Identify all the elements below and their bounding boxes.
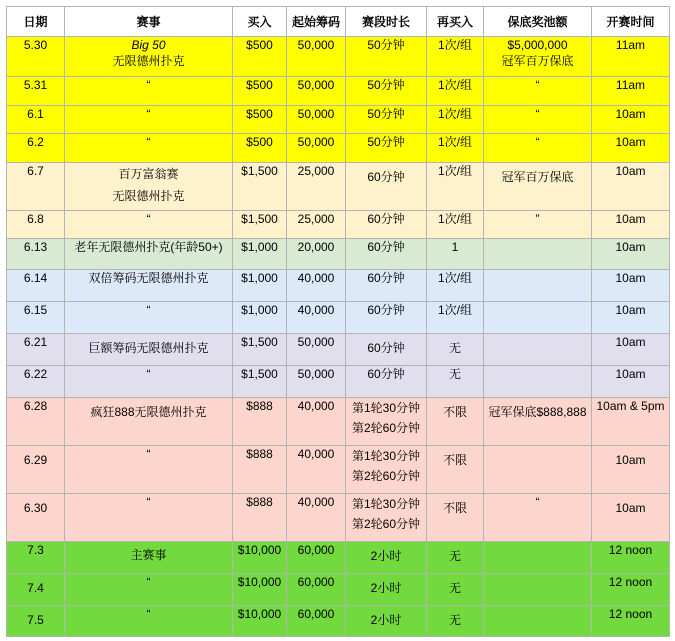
rebuy-cell: 1次/组 xyxy=(427,211,484,239)
chips-cell: 40,000 xyxy=(287,398,346,446)
level-round-1: 第1轮30分钟 xyxy=(351,401,421,415)
rebuy-cell: 1次/组 xyxy=(427,37,484,77)
level-cell: 50分钟 xyxy=(346,106,427,134)
buyin-cell: $888 xyxy=(233,446,287,494)
date-cell: 5.31 xyxy=(7,77,65,106)
date-cell: 6.8 xyxy=(7,211,65,239)
event-cell xyxy=(65,37,233,77)
level-round-2: 第2轮60分钟 xyxy=(351,421,421,435)
table-row xyxy=(7,163,670,211)
header-level-duration: 赛段时长 xyxy=(346,7,427,37)
event-cell: “ xyxy=(65,211,233,239)
buyin-cell: $10,000 xyxy=(233,542,287,574)
buyin-cell: $888 xyxy=(233,494,287,542)
level-round-1: 第1轮30分钟 xyxy=(351,497,421,511)
date-cell: 6.14 xyxy=(7,270,65,302)
buyin-cell: $10,000 xyxy=(233,606,287,637)
table-row xyxy=(7,398,670,446)
rebuy-cell: 无 xyxy=(427,366,484,398)
rebuy-cell: 不限 xyxy=(427,494,484,542)
level-cell: 60分钟 xyxy=(346,239,427,270)
rebuy-cell: 不限 xyxy=(427,446,484,494)
start-cell: 10am xyxy=(592,211,670,239)
buyin-cell: $1,500 xyxy=(233,334,287,366)
level-round-2: 第2轮60分钟 xyxy=(351,517,421,531)
buyin-cell: $500 xyxy=(233,134,287,163)
chips-cell: 20,000 xyxy=(287,239,346,270)
table-row xyxy=(7,542,670,574)
level-cell: 60分钟 xyxy=(346,302,427,334)
level-cell: 2小时 xyxy=(346,542,427,574)
event-subtitle: 无限德州扑克 xyxy=(112,189,185,203)
buyin-cell: $1,000 xyxy=(233,270,287,302)
start-cell: 10am & 5pm xyxy=(592,398,670,446)
chips-cell: 60,000 xyxy=(287,606,346,637)
chips-cell: 50,000 xyxy=(287,334,346,366)
buyin-cell: $888 xyxy=(233,398,287,446)
buyin-cell: $10,000 xyxy=(233,574,287,606)
table-row xyxy=(7,77,670,106)
start-cell: 12 noon xyxy=(592,606,670,637)
rebuy-cell: 1次/组 xyxy=(427,270,484,302)
level-cell: 2小时 xyxy=(346,574,427,606)
table-row xyxy=(7,134,670,163)
chips-cell: 25,000 xyxy=(287,211,346,239)
start-cell: 10am xyxy=(592,270,670,302)
chips-cell: 50,000 xyxy=(287,77,346,106)
table-row xyxy=(7,606,670,637)
guarantee-cell: “ xyxy=(484,106,592,134)
rebuy-cell: 1 xyxy=(427,239,484,270)
guarantee-cell xyxy=(484,334,592,366)
table-row xyxy=(7,239,670,270)
guarantee-cell xyxy=(484,446,592,494)
table-row xyxy=(7,270,670,302)
buyin-cell: $1,000 xyxy=(233,239,287,270)
start-cell: 10am xyxy=(592,366,670,398)
rebuy-cell: 无 xyxy=(427,574,484,606)
table-row xyxy=(7,106,670,134)
date-cell: 5.30 xyxy=(7,37,65,77)
date-cell: 7.5 xyxy=(7,606,65,637)
event-cell: “ xyxy=(65,302,233,334)
date-cell: 6.21 xyxy=(7,334,65,366)
table-row xyxy=(7,574,670,606)
level-cell xyxy=(346,446,427,494)
level-round-1: 第1轮30分钟 xyxy=(351,449,421,463)
start-cell: 10am xyxy=(592,302,670,334)
guarantee-cell: “ xyxy=(484,494,592,542)
level-cell: 60分钟 xyxy=(346,163,427,211)
chips-cell: 50,000 xyxy=(287,37,346,77)
guarantee-cell: 冠军保底$888,888 xyxy=(484,398,592,446)
start-cell: 10am xyxy=(592,134,670,163)
rebuy-cell: 无 xyxy=(427,542,484,574)
table-row xyxy=(7,334,670,366)
table-row xyxy=(7,366,670,398)
level-cell: 60分钟 xyxy=(346,211,427,239)
rebuy-cell: 1次/组 xyxy=(427,106,484,134)
header-guarantee: 保底奖池额 xyxy=(484,7,592,37)
buyin-cell: $1,500 xyxy=(233,163,287,211)
event-name: 百万富翁赛 xyxy=(118,167,179,181)
event-cell: “ xyxy=(65,366,233,398)
header-starting-chips: 起始筹码 xyxy=(287,7,346,37)
rebuy-cell: 1次/组 xyxy=(427,163,484,211)
date-cell: 6.28 xyxy=(7,398,65,446)
start-cell: 10am xyxy=(592,334,670,366)
chips-cell: 50,000 xyxy=(287,106,346,134)
header-rebuy: 再买入 xyxy=(427,7,484,37)
header-date: 日期 xyxy=(7,7,65,37)
rebuy-cell: 无 xyxy=(427,606,484,637)
guarantee-cell: ” xyxy=(484,211,592,239)
table-row xyxy=(7,302,670,334)
start-cell: 10am xyxy=(592,163,670,211)
date-cell: 6.30 xyxy=(7,494,65,542)
date-cell: 6.1 xyxy=(7,106,65,134)
date-cell: 6.22 xyxy=(7,366,65,398)
chips-cell: 50,000 xyxy=(287,366,346,398)
event-cell: “ xyxy=(65,606,233,637)
start-cell: 11am xyxy=(592,37,670,77)
guarantee-note: 冠军百万保底 xyxy=(501,54,574,68)
start-cell: 10am xyxy=(592,446,670,494)
level-cell: 50分钟 xyxy=(346,37,427,77)
chips-cell: 40,000 xyxy=(287,494,346,542)
level-cell xyxy=(346,494,427,542)
guarantee-cell: “ xyxy=(484,77,592,106)
event-cell: 巨额筹码无限德州扑克 xyxy=(65,334,233,366)
chips-cell: 60,000 xyxy=(287,542,346,574)
date-cell: 7.3 xyxy=(7,542,65,574)
event-cell: “ xyxy=(65,106,233,134)
chips-cell: 40,000 xyxy=(287,270,346,302)
event-cell: “ xyxy=(65,77,233,106)
guarantee-cell xyxy=(484,606,592,637)
header-row xyxy=(7,7,670,37)
event-cell xyxy=(65,163,233,211)
table-row xyxy=(7,37,670,77)
level-cell: 60分钟 xyxy=(346,270,427,302)
buyin-cell: $1,500 xyxy=(233,211,287,239)
start-cell: 12 noon xyxy=(592,542,670,574)
event-cell: 双倍筹码无限德州扑克 xyxy=(65,270,233,302)
event-cell: “ xyxy=(65,494,233,542)
event-cell: 主赛事 xyxy=(65,542,233,574)
level-round-2: 第2轮60分钟 xyxy=(351,469,421,483)
event-subtitle: 无限德州扑克 xyxy=(112,54,185,68)
date-cell: 6.15 xyxy=(7,302,65,334)
table-row xyxy=(7,446,670,494)
buyin-cell: $1,500 xyxy=(233,366,287,398)
rebuy-cell: 无 xyxy=(427,334,484,366)
guarantee-cell xyxy=(484,239,592,270)
chips-cell: 40,000 xyxy=(287,302,346,334)
chips-cell: 25,000 xyxy=(287,163,346,211)
start-cell: 10am xyxy=(592,239,670,270)
level-cell: 2小时 xyxy=(346,606,427,637)
guarantee-cell xyxy=(484,37,592,77)
buyin-cell: $500 xyxy=(233,77,287,106)
guarantee-amount: $5,000,000 xyxy=(507,38,568,52)
guarantee-cell: “ xyxy=(484,134,592,163)
guarantee-cell: 冠军百万保底 xyxy=(484,163,592,211)
guarantee-cell xyxy=(484,366,592,398)
event-cell: 老年无限德州扑克(年龄50+) xyxy=(65,239,233,270)
level-cell xyxy=(346,398,427,446)
header-buyin: 买入 xyxy=(233,7,287,37)
table-row xyxy=(7,494,670,542)
event-name: Big 50 xyxy=(131,38,166,52)
guarantee-cell xyxy=(484,574,592,606)
date-cell: 7.4 xyxy=(7,574,65,606)
event-cell: “ xyxy=(65,134,233,163)
chips-cell: 40,000 xyxy=(287,446,346,494)
level-cell: 50分钟 xyxy=(346,77,427,106)
guarantee-cell xyxy=(484,270,592,302)
buyin-cell: $1,000 xyxy=(233,302,287,334)
start-cell: 10am xyxy=(592,106,670,134)
start-cell: 11am xyxy=(592,77,670,106)
start-cell: 12 noon xyxy=(592,574,670,606)
date-cell: 6.29 xyxy=(7,446,65,494)
buyin-cell: $500 xyxy=(233,106,287,134)
event-cell: 疯狂888无限德州扑克 xyxy=(65,398,233,446)
rebuy-cell: 1次/组 xyxy=(427,302,484,334)
date-cell: 6.7 xyxy=(7,163,65,211)
header-start-time: 开赛时间 xyxy=(592,7,670,37)
level-cell: 60分钟 xyxy=(346,366,427,398)
event-cell: “ xyxy=(65,574,233,606)
rebuy-cell: 1次/组 xyxy=(427,77,484,106)
level-cell: 60分钟 xyxy=(346,334,427,366)
level-cell: 50分钟 xyxy=(346,134,427,163)
chips-cell: 60,000 xyxy=(287,574,346,606)
guarantee-cell xyxy=(484,302,592,334)
event-cell: “ xyxy=(65,446,233,494)
date-cell: 6.13 xyxy=(7,239,65,270)
tournament-schedule-table xyxy=(6,6,670,637)
date-cell: 6.2 xyxy=(7,134,65,163)
table-row xyxy=(7,211,670,239)
guarantee-cell xyxy=(484,542,592,574)
rebuy-cell: 不限 xyxy=(427,398,484,446)
buyin-cell: $500 xyxy=(233,37,287,77)
header-event: 赛事 xyxy=(65,7,233,37)
start-cell: 10am xyxy=(592,494,670,542)
rebuy-cell: 1次/组 xyxy=(427,134,484,163)
chips-cell: 50,000 xyxy=(287,134,346,163)
